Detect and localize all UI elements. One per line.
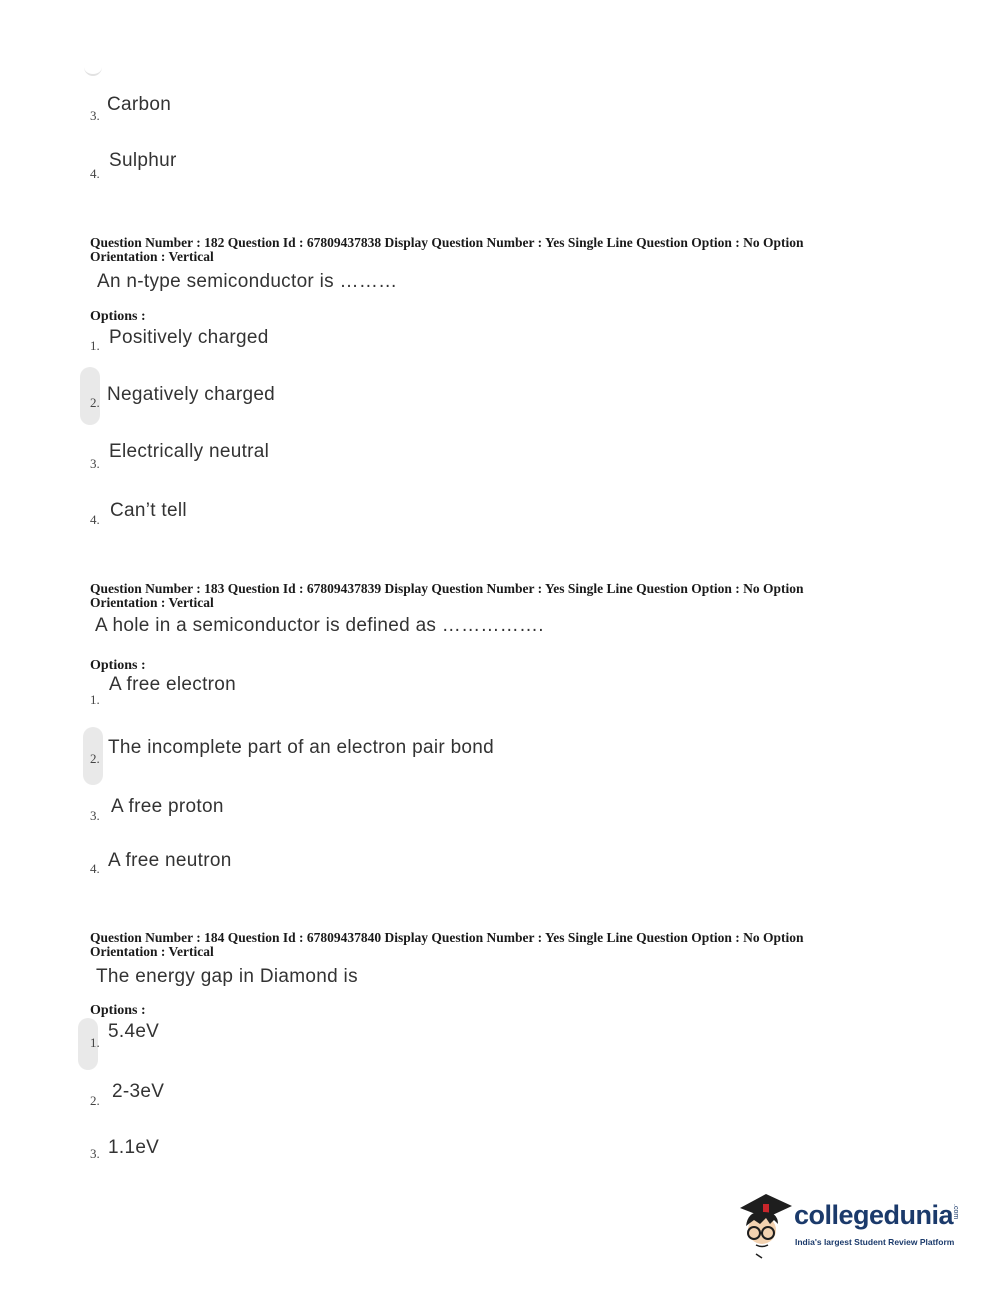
option-number: 3.: [90, 456, 100, 471]
logo-tagline: India's largest Student Review Platform: [795, 1237, 955, 1247]
option-number: 2.: [90, 395, 100, 410]
option-text: Carbon: [107, 94, 172, 115]
collegedunia-logo[interactable]: [734, 1190, 964, 1260]
option-text: 1.1eV: [108, 1137, 160, 1158]
logo-wordmark: collegedunia: [794, 1200, 954, 1230]
option-number: 3.: [90, 1146, 100, 1161]
option-number: 4.: [90, 512, 100, 527]
question-metadata: Question Number : 183 Question Id : 67809437839 Display Question Number : Yes Single Line Question Option : No Option Orientation : Vertical: [90, 581, 804, 610]
option-text: Negatively charged: [107, 384, 276, 405]
option-text: A free electron: [109, 674, 237, 695]
option-text: Positively charged: [109, 327, 269, 348]
question-metadata: Question Number : 184 Question Id : 67809437840 Display Question Number : Yes Single Line Question Option : No Option Orientation : Vertical: [90, 930, 804, 959]
mascot-icon: [734, 1190, 794, 1260]
option-text: 5.4eV: [108, 1021, 160, 1042]
option-text: 2-3eV: [112, 1081, 165, 1102]
question-text: An n-type semiconductor is ………: [97, 271, 398, 292]
option-number: 2.: [90, 751, 100, 766]
question-text: A hole in a semiconductor is defined as …………….: [95, 615, 544, 636]
option-text: Electrically neutral: [109, 441, 270, 462]
option-text: A free proton: [111, 796, 224, 817]
option-number: 4.: [90, 861, 100, 876]
question-metadata: Question Number : 182 Question Id : 67809437838 Display Question Number : Yes Single Line Question Option : No Option Orientation : Vertical: [90, 235, 804, 264]
question-text: The energy gap in Diamond is: [96, 966, 358, 987]
option-number: 4.: [90, 166, 100, 181]
option-number: 1.: [90, 692, 100, 707]
options-label: Options :: [90, 309, 146, 324]
option-text: Sulphur: [109, 150, 177, 171]
option-number: 1.: [90, 1035, 100, 1050]
option-text: The incomplete part of an electron pair bond: [108, 737, 495, 758]
option-text: A free neutron: [108, 850, 232, 871]
previous-answer-marker: [84, 66, 102, 76]
option-text: Can’t tell: [110, 500, 187, 521]
option-number: 3.: [90, 808, 100, 823]
option-number: 1.: [90, 338, 100, 353]
option-number: 3.: [90, 108, 100, 123]
options-label: Options :: [90, 658, 146, 673]
options-label: Options :: [90, 1003, 146, 1018]
logo-domain: .com: [952, 1204, 959, 1220]
option-number: 2.: [90, 1093, 100, 1108]
